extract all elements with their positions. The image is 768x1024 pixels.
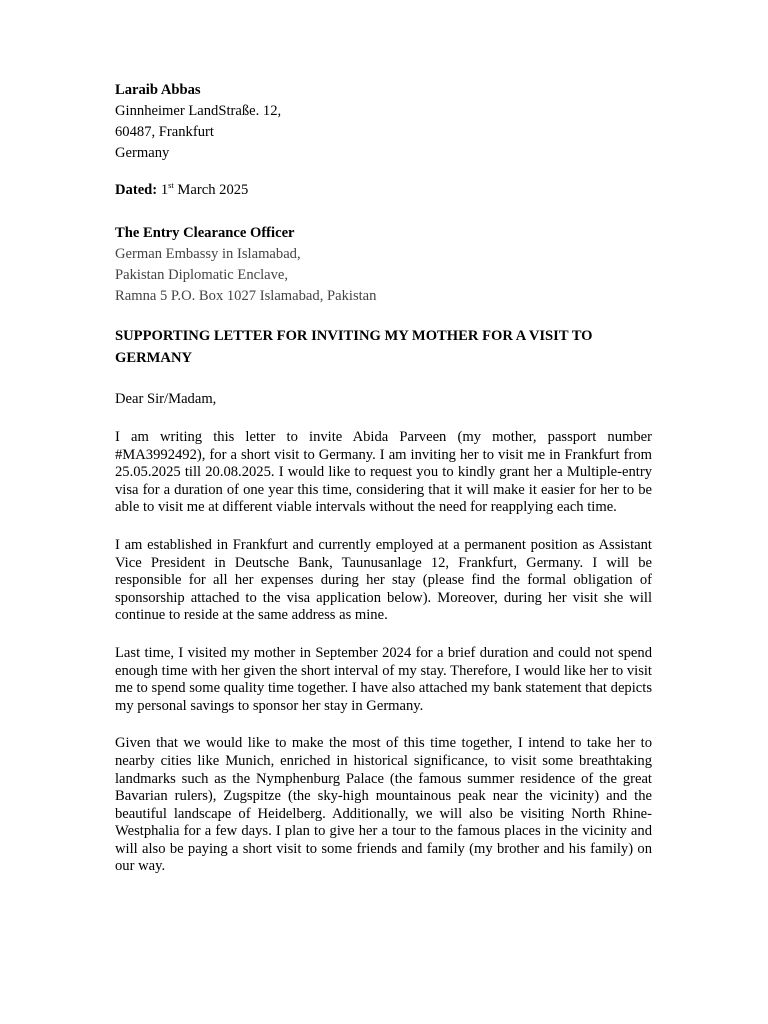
recipient-line-2: Pakistan Diplomatic Enclave, — [115, 267, 289, 283]
date-month-year: March 2025 — [173, 182, 249, 198]
body-paragraph-3: Last time, I visited my mother in September 2024 for a brief duration and could not spend enough time with her given the short interval of my stay. Therefore, I would like her to visit me to spend some quality time together. I have also attached my bank statement that depicts my personal savings to sponsor her stay in Germany. — [115, 644, 652, 714]
sender-street: Ginnheimer LandStraße. 12, — [115, 103, 282, 119]
salutation: Dear Sir/Madam, — [115, 391, 217, 407]
date-day: 1 — [160, 182, 169, 198]
subject-heading: SUPPORTING LETTER FOR INVITING MY MOTHER FOR A VISIT TO GERMANY — [115, 328, 593, 366]
recipient-title: The Entry Clearance Officer — [115, 225, 295, 241]
recipient-line-3: Ramna 5 P.O. Box 1027 Islamabad, Pakistan — [115, 288, 377, 304]
recipient-line-1: German Embassy in Islamabad, — [115, 246, 301, 262]
body-paragraph-2: I am established in Frankfurt and currently employed at a permanent position as Assistant Vice President in Deutsche Bank, Taunusanlage 12, Frankfurt, Germany. I will be responsible for all her expenses during her stay (please find the formal obligation of sponsorship attached to the visa application below). Moreover, during her visit she will continue to reside at the same address as mine. — [115, 536, 652, 624]
letter-page — [115, 80, 652, 876]
body-paragraph-4: Given that we would like to make the most of this time together, I intend to take her to nearby cities like Munich, enriched in historical significance, to visit some breathtaking landmarks such as the Nymphenburg Palace (the famous summer residence of the great Bavarian rulers), Zugspitze (the sky-high mountainous peak near the vicinity) and the beautiful landscape of Heidelberg. Additionally, we will also be visiting North Rhine- Westphalia for a few days. I plan to give her a tour to the famous places in the vicinity and will also be paying a short visit to some friends and family (my brother and his family) on our way. — [115, 735, 652, 875]
date-day-suffix: st — [168, 180, 174, 191]
recipient-block — [115, 223, 652, 307]
sender-city: 60487, Frankfurt — [115, 124, 214, 140]
date-label: Dated: — [115, 182, 158, 198]
body-paragraph-1: I am writing this letter to invite Abida Parveen (my mother, passport number #MA3992492), for a short visit to Germany. I am inviting her to visit me in Frankfurt from 25.05.2025 till 20.08.2025. I would like to request you to kindly grant her a Multiple-entry visa for a duration of one year this time, considering that it will make it easier for her to be able to visit me at different viable intervals without the need for reapplying each time. — [115, 429, 652, 516]
sender-name: Laraib Abbas — [115, 82, 201, 98]
sender-country: Germany — [115, 145, 170, 161]
sender-block — [115, 80, 652, 164]
date-line — [115, 180, 652, 201]
